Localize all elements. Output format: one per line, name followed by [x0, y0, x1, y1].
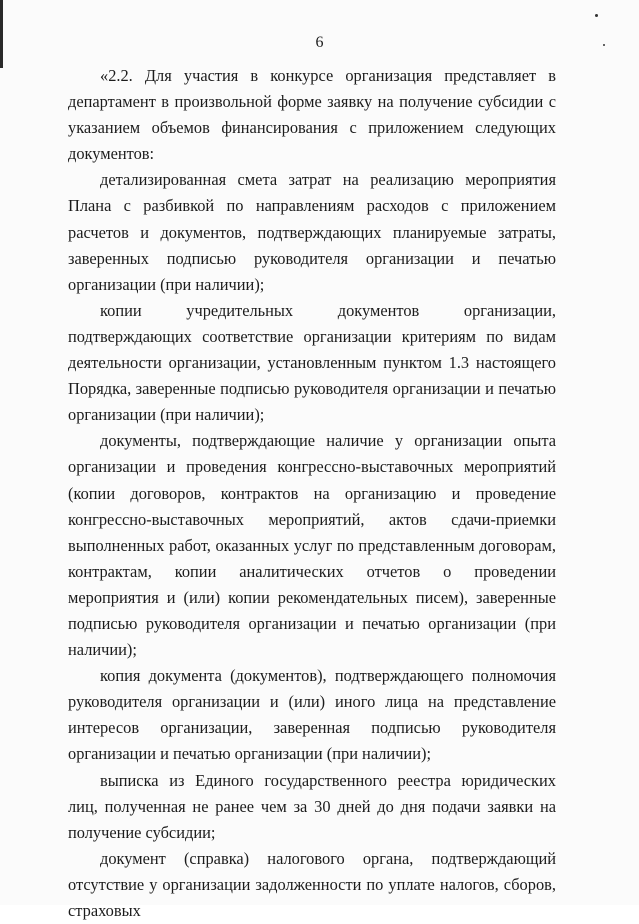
- paragraph: копии учредительных документов организации, подтверждающих соответствие организации критериям по видам деятельности организации, установленным пунктом 1.3 настоящего Порядка, заверенные подписью руководителя организации и печатью организации (при наличии);: [68, 300, 556, 425]
- paragraph: документы, подтверждающие наличие у организации опыта организации и проведения конгрессно-выставочных мероприятий (копии договоров, контрактов на организацию и проведение конгрессно-выставочных мероприятий, актов сдачи-приемки выполненных работ, оказанных услуг по представленным договорам, контрактам, копии аналитических отчетов о проведении мероприятия и (или) копии рекомендательных писем), заверенные подписью руководителя организации и печатью организации (при наличии);: [68, 431, 556, 660]
- page-number: 6: [315, 34, 324, 51]
- paragraph: «2.2. Для участия в конкурсе организация представляет в департамент в произвольной форме заявку на получение субсидии с указанием объемов финансирования с приложением следующих документов:: [68, 66, 556, 164]
- scan-speck: [595, 14, 598, 17]
- paragraph: детализированная смета затрат на реализацию мероприятия Плана с разбивкой по направлениям расходов с приложением расчетов и документов, подтверждающих планируемые затраты, заверенных подписью руководителя организации и печатью организации (при наличии);: [68, 170, 556, 294]
- document-body: [68, 63, 556, 924]
- paragraph: копия документа (документов), подтверждающего полномочия руководителя организации и (или) иного лица на представление интересов организации, заверенная подписью руководителя организации и печатью организации (при наличии);: [68, 666, 556, 764]
- paragraph: документ (справка) налогового органа, подтверждающий отсутствие у организации задолженности по уплате налогов, сборов, страховых: [68, 848, 556, 920]
- paragraph: выписка из Единого государственного реестра юридических лиц, полученная не ранее чем за 30 дней до дня подачи заявки на получение субсидии;: [68, 770, 556, 842]
